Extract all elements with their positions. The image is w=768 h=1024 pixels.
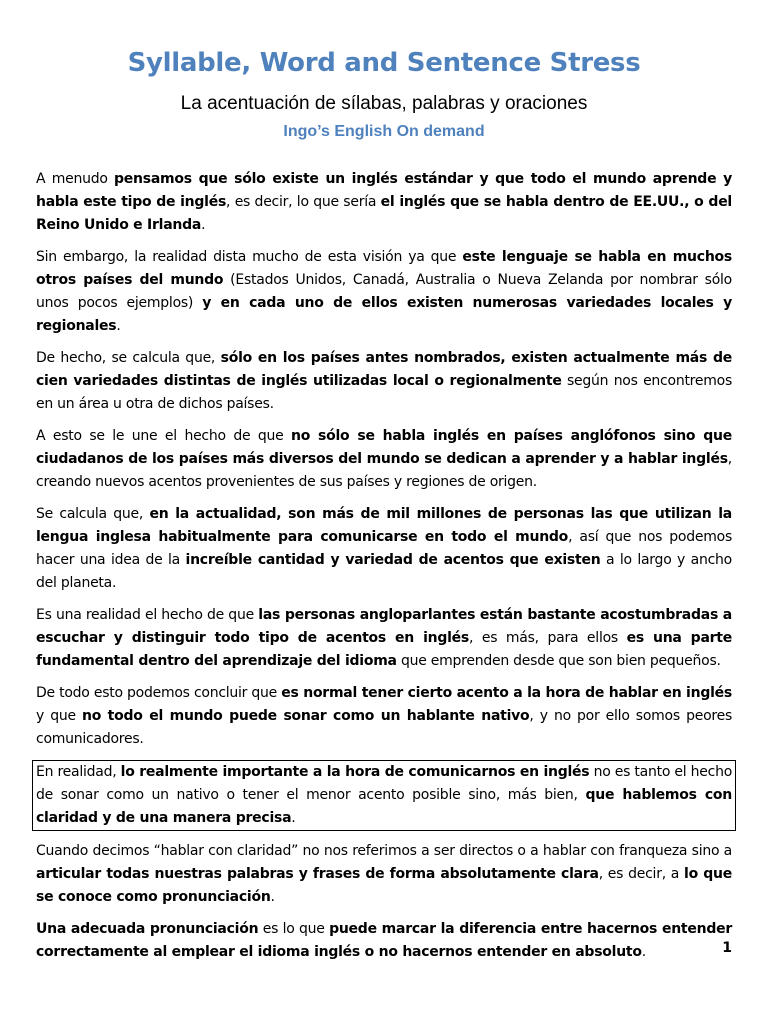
text-run: a lo largo y ancho del planeta.	[36, 552, 732, 591]
text-run: Se calcula que,	[36, 506, 150, 522]
bold-text: las personas angloparlantes están bastante acostumbradas a escuchar y distinguir todo tipo de acentos en inglés	[36, 607, 733, 646]
text-run: .	[270, 889, 275, 905]
text-run: , creando nuevos acentos provenientes de sus países y regiones de origen.	[36, 451, 732, 490]
text-run: De hecho, se calcula que,	[36, 350, 221, 366]
body-paragraph	[36, 604, 732, 673]
text-run: En realidad,	[36, 764, 121, 780]
page-number: 1	[722, 940, 732, 956]
bold-text: este lenguaje se habla en muchos otros países del mundo	[36, 249, 732, 288]
document-body	[36, 168, 732, 973]
bold-text: lo que se conoce como pronunciación	[36, 866, 733, 905]
text-run: , es decir, a	[598, 866, 685, 882]
text-run: .	[116, 318, 121, 334]
text-run: y que	[36, 708, 82, 724]
body-paragraph	[36, 918, 732, 964]
text-run: .	[291, 810, 296, 826]
text-run: Sin embargo, la realidad dista mucho de esta visión ya que	[36, 249, 463, 265]
bold-text: y en cada uno de ellos existen numerosas variedades locales y regionales	[36, 295, 732, 334]
bold-text: articular todas nuestras palabras y frases de forma absolutamente clara	[36, 866, 599, 882]
bold-text: no todo el mundo puede sonar como un hablante nativo	[82, 708, 530, 724]
text-run: De todo esto podemos concluir que	[36, 685, 282, 701]
text-run: .	[201, 217, 206, 233]
bold-text: pensamos que sólo existe un inglés estándar y que todo el mundo aprende y habla este tipo de inglés	[36, 171, 732, 210]
body-paragraph	[36, 347, 732, 416]
body-paragraph	[36, 246, 732, 338]
text-run: Cuando decimos “hablar con claridad” no nos referimos a ser directos o a hablar con franqueza sino a	[36, 843, 732, 859]
text-run: , es decir, lo que sería	[226, 194, 381, 210]
body-paragraph	[36, 840, 732, 909]
text-run: Es una realidad el hecho de que	[36, 607, 259, 623]
body-paragraph	[36, 503, 732, 595]
bold-text: puede marcar la diferencia entre hacernos entender correctamente al emplear el idioma inglés o no hacernos entender en absoluto	[36, 921, 732, 960]
text-run: (Estados Unidos, Canadá, Australia o Nueva Zelanda por nombrar sólo unos pocos ejemplos)	[36, 272, 732, 311]
text-run: no es tanto el hecho de sonar como un nativo o tener el menor acento posible sino, más bien,	[36, 764, 733, 803]
bold-text: no sólo se habla inglés en países anglófonos sino que ciudadanos de los países más diversos del mundo se dedican a aprender y a hablar inglés	[36, 428, 732, 467]
text-run: A menudo	[36, 171, 115, 187]
body-paragraph	[36, 682, 732, 751]
body-paragraph	[36, 425, 732, 494]
text-run: , es más, para ellos	[469, 630, 627, 646]
bold-text: en la actualidad, son más de mil millones de personas las que utilizan la lengua inglesa habitualmente para comunicarse en todo el mundo	[36, 506, 732, 545]
text-run: , y no por ello somos peores comunicadores.	[36, 708, 732, 747]
text-run: que emprenden desde que son bien pequeños.	[396, 653, 721, 669]
text-run: según nos encontremos en un área u otra de dichos países.	[36, 373, 732, 412]
text-run: , así que nos podemos hacer una idea de la	[36, 529, 732, 568]
body-paragraph	[36, 168, 732, 237]
highlighted-paragraph	[32, 760, 736, 831]
bold-text: que hablemos con claridad y de una manera precisa	[36, 787, 732, 826]
text-run: es lo que	[258, 921, 330, 937]
bold-text: sólo en los países antes nombrados, existen actualmente más de cien variedades distintas de inglés utilizadas local o regionalmente	[36, 350, 732, 389]
text-run: .	[641, 944, 646, 960]
bold-text: el inglés que se habla dentro de EE.UU., o del Reino Unido e Irlanda	[36, 194, 732, 233]
bold-text: es una parte fundamental dentro del aprendizaje del idioma	[36, 630, 732, 669]
bold-text: Una adecuada pronunciación	[36, 921, 259, 937]
bold-text: increíble cantidad y variedad de acentos que existen	[185, 552, 601, 568]
text-run: A esto se le une el hecho de que	[36, 428, 292, 444]
document-author: Ingo’s English On demand	[283, 123, 485, 140]
bold-text: lo realmente importante a la hora de comunicarnos en inglés	[120, 764, 590, 780]
document-subtitle: La acentuación de sílabas, palabras y oraciones	[180, 93, 588, 114]
document-title: Syllable, Word and Sentence Stress	[127, 48, 641, 78]
bold-text: es normal tener cierto acento a la hora de hablar en inglés	[281, 685, 732, 701]
